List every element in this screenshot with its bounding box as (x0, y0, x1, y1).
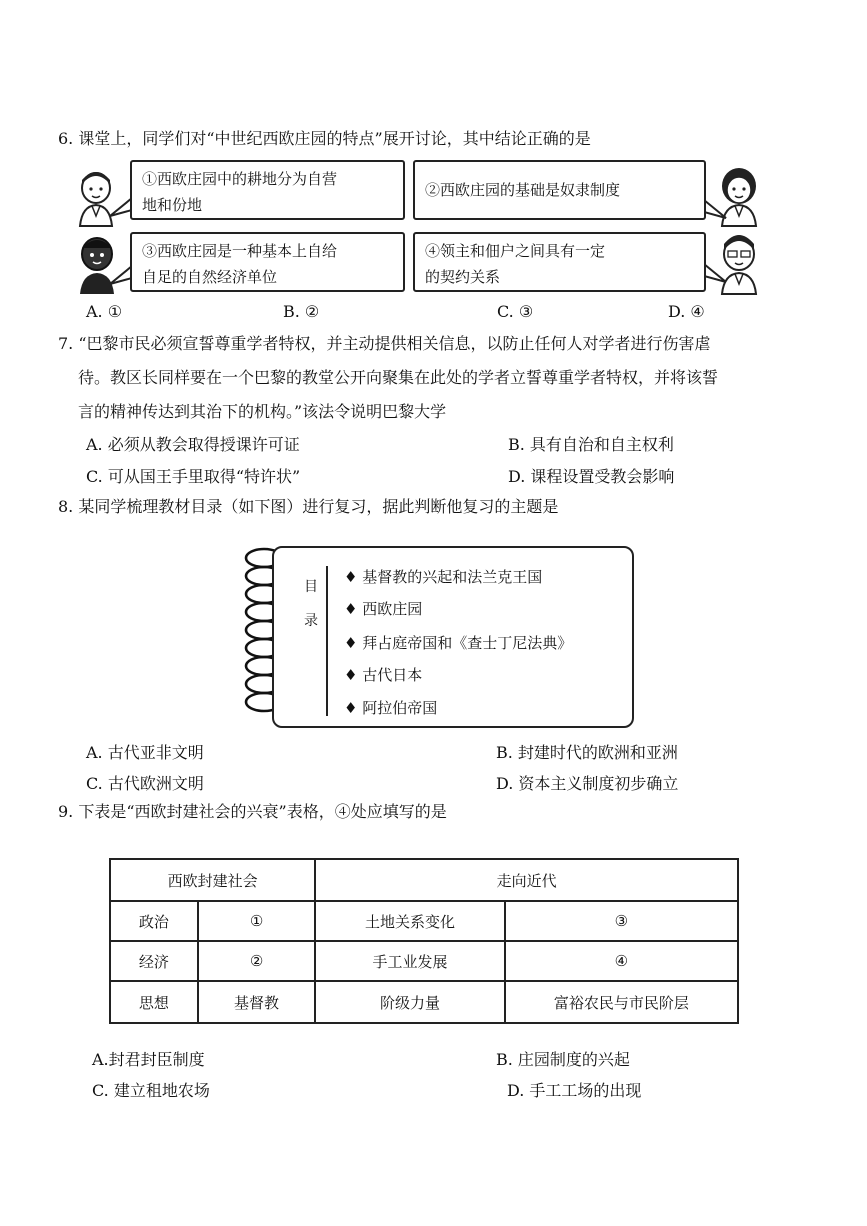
q6-option-b[interactable]: B. ② (283, 302, 320, 321)
bullet-icon: ♦ (344, 568, 358, 586)
table-cell: 政治 (110, 901, 198, 941)
q7-option-c[interactable]: C. 可从国王手里取得“特许状” (86, 467, 301, 486)
table-header-right: 走向近代 (315, 859, 738, 901)
q9-option-b[interactable]: B. 庄园制度的兴起 (496, 1050, 630, 1069)
toc-item-5 (344, 697, 437, 718)
bullet-icon: ♦ (344, 600, 358, 618)
speech-bubble-4 (413, 232, 706, 292)
table-header-row (110, 859, 738, 901)
q6-option-a[interactable]: A. ① (86, 302, 123, 321)
q7-stem-line3: 言的精神传达到其治下的机构。”该法令说明巴黎大学 (78, 402, 447, 421)
bubble-4-line1: ④领主和佃户之间具有一定 (425, 242, 606, 260)
q9-stem: 9. 下表是“西欧封建社会的兴衰”表格，④处应填写的是 (58, 802, 447, 821)
toc-title-2: 录 (304, 613, 318, 629)
bubble-4-line2: 的契约关系 (425, 268, 501, 286)
toc-title-1: 目 (304, 579, 318, 595)
q6-option-c[interactable]: C. ③ (497, 302, 534, 321)
table-row (110, 901, 738, 941)
bullet-icon: ♦ (344, 699, 358, 717)
bullet-icon: ♦ (344, 634, 358, 652)
q7-option-d[interactable]: D. 课程设置受教会影响 (508, 467, 675, 486)
bubble-3-line1: ③西欧庄园是一种基本上自给 (142, 242, 338, 260)
q8-option-b[interactable]: B. 封建时代的欧洲和亚洲 (496, 743, 678, 762)
table-header-left: 西欧封建社会 (110, 859, 315, 901)
table-cell: ④ (505, 941, 738, 981)
table-cell: 基督教 (198, 981, 316, 1023)
toc-item-2 (344, 598, 422, 619)
table-cell: 经济 (110, 941, 198, 981)
bubble-tail-3 (108, 264, 132, 286)
speech-bubble-3 (130, 232, 405, 292)
bubble-2-line1: ②西欧庄园的基础是奴隶制度 (425, 181, 621, 199)
bubble-tail-4 (704, 262, 728, 284)
speech-bubble-1 (130, 160, 405, 220)
speech-bubble-2 (413, 160, 706, 220)
table-cell: 阶级力量 (315, 981, 504, 1023)
bullet-icon: ♦ (344, 666, 358, 684)
toc-item-5-text: 阿拉伯帝国 (362, 699, 438, 717)
q6-stem: 6. 课堂上，同学们对“中世纪西欧庄园的特点”展开讨论，其中结论正确的是 (58, 129, 591, 148)
q8-stem: 8. 某同学梳理教材目录（如下图）进行复习，据此判断他复习的主题是 (58, 497, 559, 516)
table-cell: 富裕农民与市民阶层 (505, 981, 738, 1023)
table-cell: ① (198, 901, 316, 941)
toc-divider (326, 566, 328, 716)
q9-option-d[interactable]: D. 手工工场的出现 (507, 1081, 642, 1100)
toc-item-1 (344, 566, 542, 587)
q8-option-d[interactable]: D. 资本主义制度初步确立 (496, 774, 679, 793)
toc-item-1-text: 基督教的兴起和法兰克王国 (362, 568, 543, 586)
q7-option-b[interactable]: B. 具有自治和自主权利 (508, 435, 674, 454)
q9-option-c[interactable]: C. 建立租地农场 (92, 1081, 210, 1100)
table-row (110, 941, 738, 981)
toc-item-4 (344, 664, 422, 685)
toc-item-3-text: 拜占庭帝国和《查士丁尼法典》 (362, 634, 573, 652)
table-cell: ② (198, 941, 316, 981)
bubble-tail-2 (704, 198, 728, 220)
table-row (110, 981, 738, 1023)
table-cell: 手工业发展 (315, 941, 504, 981)
q8-option-a[interactable]: A. 古代亚非文明 (86, 743, 204, 762)
table-cell: 土地关系变化 (315, 901, 504, 941)
bubble-1-line2: 地和份地 (142, 196, 203, 214)
toc-item-4-text: 古代日本 (362, 666, 423, 684)
bubble-1-line1: ①西欧庄园中的耕地分为自营 (142, 170, 338, 188)
table-cell: 思想 (110, 981, 198, 1023)
toc-item-3 (344, 632, 572, 653)
q8-option-c[interactable]: C. 古代欧洲文明 (86, 774, 204, 793)
q7-stem-line1: 7. “巴黎市民必须宣誓尊重学者特权，并主动提供相关信息，以防止任何人对学者进行伤害虐 (58, 334, 711, 353)
bubble-3-line2: 自足的自然经济单位 (142, 268, 278, 286)
toc-item-2-text: 西欧庄园 (362, 600, 423, 618)
bubble-tail-1 (108, 196, 132, 218)
feudal-society-table (109, 858, 739, 1024)
q7-stem-line2: 待。教区长同样要在一个巴黎的教堂公开向聚集在此处的学者立誓尊重学者特权，并将该誓 (78, 368, 719, 387)
table-cell: ③ (505, 901, 738, 941)
q6-option-d[interactable]: D. ④ (668, 302, 705, 321)
q7-option-a[interactable]: A. 必须从教会取得授课许可证 (86, 435, 300, 454)
q9-option-a[interactable]: A.封君封臣制度 (92, 1050, 205, 1069)
